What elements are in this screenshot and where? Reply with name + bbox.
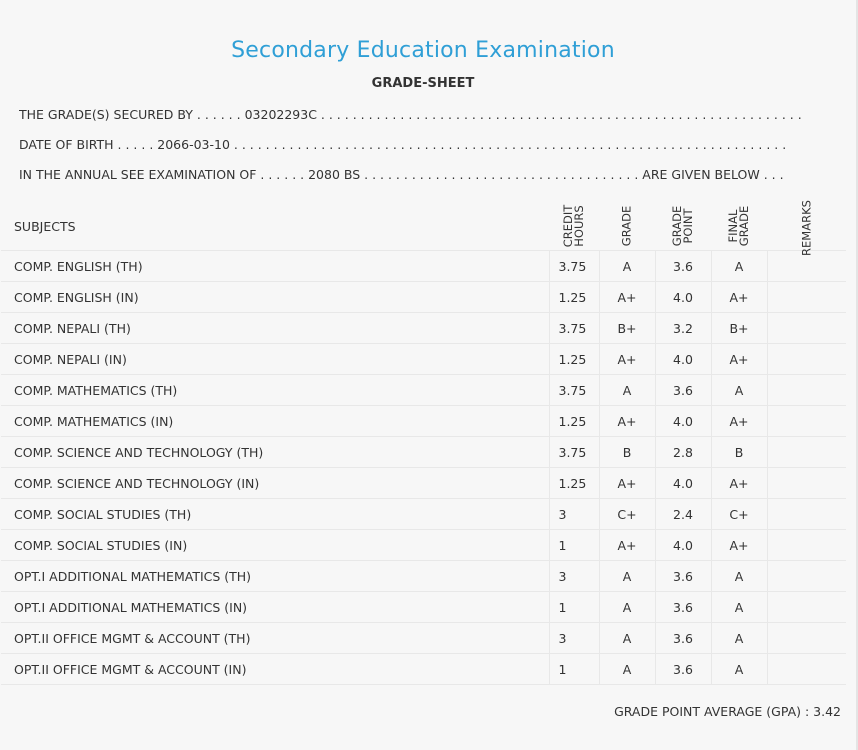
final-grade-cell: A+	[711, 468, 767, 499]
final-grade-cell: A	[711, 561, 767, 592]
header-grade	[599, 202, 655, 251]
table-row	[1, 654, 846, 685]
remarks-cell	[767, 499, 846, 530]
subject-cell: OPT.II OFFICE MGMT & ACCOUNT (TH)	[1, 623, 549, 654]
remarks-cell	[767, 313, 846, 344]
grade-cell: A	[599, 561, 655, 592]
header-remarks-label: REMARKS	[799, 200, 813, 256]
grade-cell: B+	[599, 313, 655, 344]
grade-point-cell: 3.6	[655, 623, 711, 654]
credit-hours-cell: 1.25	[549, 344, 599, 375]
table-row	[1, 437, 846, 468]
header-remarks	[767, 200, 846, 256]
table-row	[1, 592, 846, 623]
grade-cell: A+	[599, 468, 655, 499]
grade-point-cell: 3.2	[655, 313, 711, 344]
remarks-cell	[767, 282, 846, 313]
remarks-cell	[767, 561, 846, 592]
grade-cell: A+	[599, 344, 655, 375]
remarks-cell	[767, 530, 846, 561]
table-row	[1, 251, 846, 282]
remarks-cell	[767, 344, 846, 375]
final-grade-cell: A+	[711, 344, 767, 375]
final-grade-cell: A	[711, 623, 767, 654]
final-grade-cell: C+	[711, 499, 767, 530]
remarks-cell	[767, 375, 846, 406]
credit-hours-cell: 3.75	[549, 313, 599, 344]
grade-cell: A	[599, 623, 655, 654]
header-final-grade-label: FINAL GRADE	[726, 205, 751, 247]
header-final-grade	[711, 202, 767, 251]
credit-hours-cell: 1	[549, 654, 599, 685]
symbol-number-line: THE GRADE(S) SECURED BY . . . . . . 03202293C . . . . . . . . . . . . . . . . . . . . . . . . . . . . . . . . . . . . . . . . . . . . . . . . . . . . . . . . . . . . .	[19, 107, 802, 122]
remarks-cell	[767, 592, 846, 623]
final-grade-cell: A+	[711, 282, 767, 313]
subject-cell: COMP. NEPALI (TH)	[1, 313, 549, 344]
grade-cell: A	[599, 375, 655, 406]
credit-hours-cell: 1.25	[549, 406, 599, 437]
gpa-summary: GRADE POINT AVERAGE (GPA) : 3.42	[614, 704, 841, 719]
credit-hours-cell: 3.75	[549, 437, 599, 468]
final-grade-cell: A	[711, 375, 767, 406]
exam-year-line: IN THE ANNUAL SEE EXAMINATION OF . . . . . . 2080 BS . . . . . . . . . . . . . . . . . . . . . . . . . . . . . . . . . . . ARE GIVEN BELOW . . .	[19, 167, 784, 182]
date-of-birth-line: DATE OF BIRTH . . . . . 2066-03-10 . . . . . . . . . . . . . . . . . . . . . . . . . . . . . . . . . . . . . . . . . . . . . . . . . . . . . . . . . . . . . . . . . . . . . .	[19, 137, 787, 152]
subject-cell: COMP. MATHEMATICS (IN)	[1, 406, 549, 437]
grade-point-cell: 2.4	[655, 499, 711, 530]
subject-cell: COMP. MATHEMATICS (TH)	[1, 375, 549, 406]
header-grade-point	[655, 202, 711, 251]
grade-cell: C+	[599, 499, 655, 530]
credit-hours-cell: 1	[549, 530, 599, 561]
credit-hours-cell: 3.75	[549, 375, 599, 406]
subject-cell: COMP. ENGLISH (TH)	[1, 251, 549, 282]
grade-cell: A+	[599, 282, 655, 313]
grade-sheet-heading: GRADE-SHEET	[371, 76, 475, 91]
grade-point-cell: 4.0	[655, 282, 711, 313]
exam-title: Secondary Education Examination	[231, 38, 615, 63]
grade-point-cell: 3.6	[655, 375, 711, 406]
table-row	[1, 530, 846, 561]
subject-cell: COMP. ENGLISH (IN)	[1, 282, 549, 313]
subject-cell: COMP. NEPALI (IN)	[1, 344, 549, 375]
credit-hours-cell: 1.25	[549, 468, 599, 499]
table-row	[1, 623, 846, 654]
grade-point-cell: 3.6	[655, 654, 711, 685]
table-header-row	[1, 202, 846, 251]
credit-hours-cell: 3	[549, 499, 599, 530]
subject-cell: OPT.I ADDITIONAL MATHEMATICS (IN)	[1, 592, 549, 623]
table-row	[1, 313, 846, 344]
grade-point-cell: 4.0	[655, 406, 711, 437]
subject-cell: COMP. SCIENCE AND TECHNOLOGY (IN)	[1, 468, 549, 499]
grade-cell: B	[599, 437, 655, 468]
table-row	[1, 375, 846, 406]
grades-table	[1, 202, 846, 685]
header-credit-hours	[549, 202, 599, 251]
header-grade-label: GRADE	[619, 205, 634, 247]
credit-hours-cell: 1.25	[549, 282, 599, 313]
final-grade-cell: A	[711, 654, 767, 685]
final-grade-cell: A+	[711, 406, 767, 437]
subject-cell: OPT.I ADDITIONAL MATHEMATICS (TH)	[1, 561, 549, 592]
table-row	[1, 499, 846, 530]
credit-hours-cell: 3	[549, 623, 599, 654]
subject-cell: COMP. SOCIAL STUDIES (IN)	[1, 530, 549, 561]
grade-point-cell: 4.0	[655, 344, 711, 375]
remarks-cell	[767, 406, 846, 437]
table-row	[1, 282, 846, 313]
table-row	[1, 406, 846, 437]
grade-cell: A+	[599, 530, 655, 561]
grade-point-cell: 3.6	[655, 251, 711, 282]
remarks-cell	[767, 623, 846, 654]
grade-point-cell: 3.6	[655, 561, 711, 592]
credit-hours-cell: 1	[549, 592, 599, 623]
grade-cell: A	[599, 251, 655, 282]
remarks-cell	[767, 437, 846, 468]
grade-point-cell: 2.8	[655, 437, 711, 468]
header-grade-point-label: GRADE POINT	[670, 205, 695, 247]
subject-cell: OPT.II OFFICE MGMT & ACCOUNT (IN)	[1, 654, 549, 685]
final-grade-cell: A+	[711, 530, 767, 561]
grade-cell: A	[599, 654, 655, 685]
credit-hours-cell: 3	[549, 561, 599, 592]
table-row	[1, 344, 846, 375]
final-grade-cell: B	[711, 437, 767, 468]
table-row	[1, 468, 846, 499]
final-grade-cell: A	[711, 592, 767, 623]
remarks-cell	[767, 468, 846, 499]
header-subjects: SUBJECTS	[1, 202, 549, 251]
credit-hours-cell: 3.75	[549, 251, 599, 282]
grade-point-cell: 3.6	[655, 592, 711, 623]
table-row	[1, 561, 846, 592]
grade-point-cell: 4.0	[655, 530, 711, 561]
subject-cell: COMP. SCIENCE AND TECHNOLOGY (TH)	[1, 437, 549, 468]
final-grade-cell: A	[711, 251, 767, 282]
grade-point-cell: 4.0	[655, 468, 711, 499]
subject-cell: COMP. SOCIAL STUDIES (TH)	[1, 499, 549, 530]
final-grade-cell: B+	[711, 313, 767, 344]
remarks-cell	[767, 654, 846, 685]
header-credit-hours-label: CREDIT HOURS	[561, 204, 586, 248]
grade-cell: A+	[599, 406, 655, 437]
grade-cell: A	[599, 592, 655, 623]
